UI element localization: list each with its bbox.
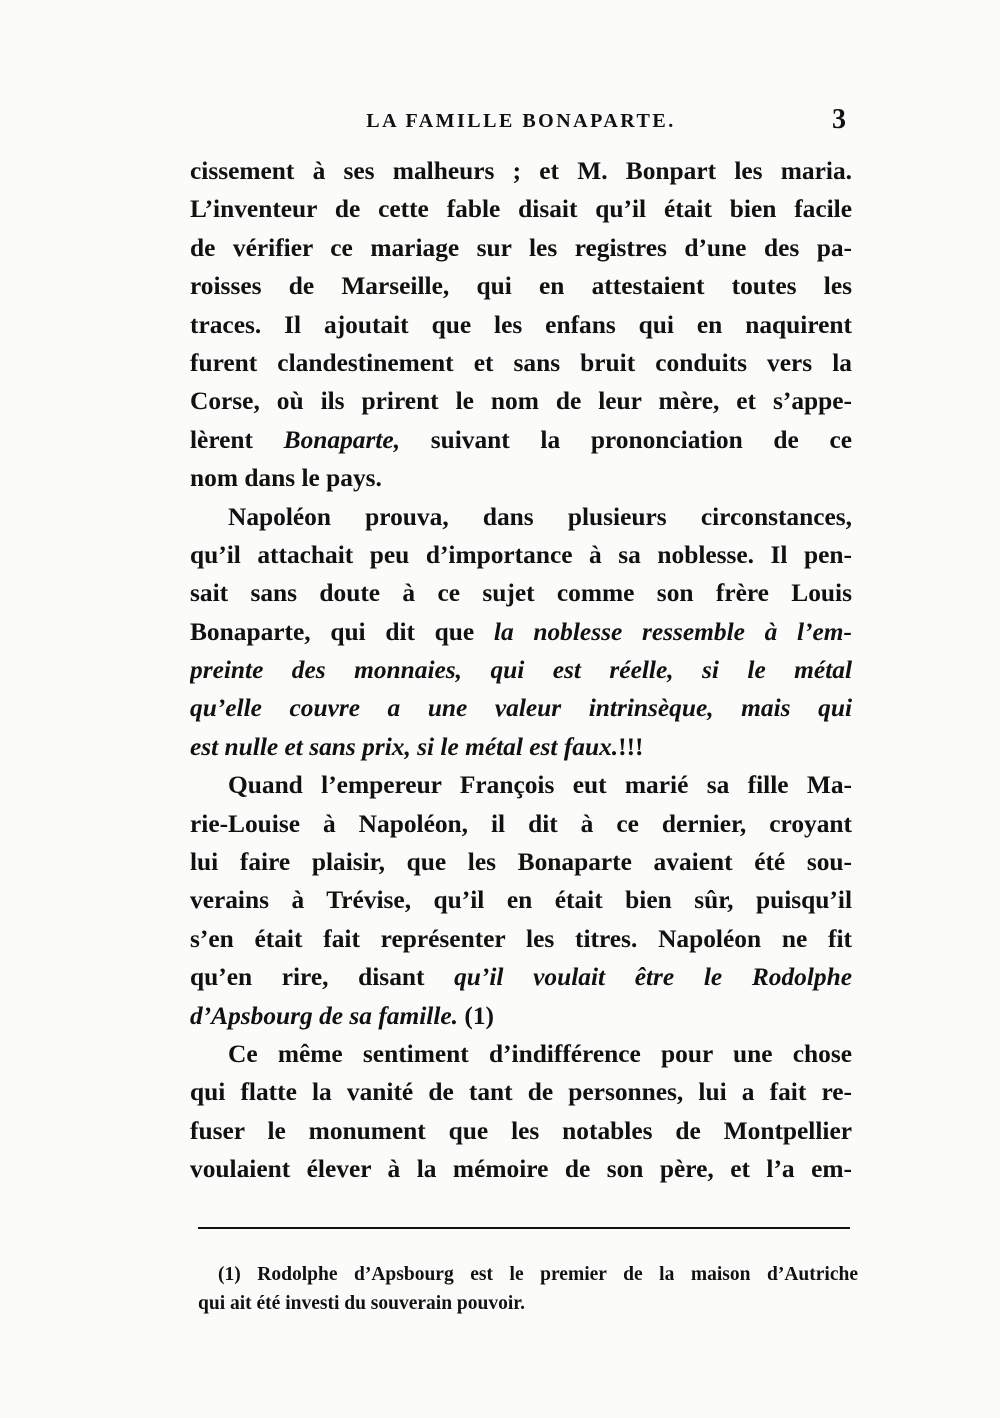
- text-line: [190, 728, 852, 766]
- page-header: [190, 104, 852, 140]
- italic-run: la noblesse ressemble à l’em-: [493, 617, 852, 646]
- text-line: nom dans le pays.: [190, 464, 382, 493]
- text-line: fuser le monument que les notables de Montpellier: [190, 1116, 852, 1145]
- footnote-reference: (1): [458, 1001, 494, 1030]
- text-line: verains à Trévise, qu’il en était bien sûr, puisqu’il: [190, 886, 852, 915]
- text-line: L’inventeur de cette fable disait qu’il était bien facile: [190, 195, 852, 224]
- italic-run: est nulle et sans prix, si le métal est faux.: [190, 732, 619, 761]
- text-line: voulaient élever à la mémoire de son père, et l’a em-: [190, 1155, 852, 1184]
- footnote-line: qui ait été investi du souverain pouvoir.: [198, 1293, 526, 1314]
- text-line: roisses de Marseille, qui en attestaient toutes les: [190, 272, 852, 301]
- text-line: furent clandestinement et sans bruit conduits vers la: [190, 348, 852, 377]
- text-line: Quand l’empereur François eut marié sa fille Ma-: [228, 771, 852, 800]
- text-run: qu’en rire, disant: [190, 963, 455, 992]
- body-text: [190, 152, 852, 1189]
- page-number: 3: [832, 104, 846, 135]
- text-line: Napoléon prouva, dans plusieurs circonstances,: [228, 502, 852, 531]
- text-line: qu’il attachait peu d’importance à sa noblesse. Il pen-: [190, 540, 852, 569]
- text-line: [190, 421, 852, 459]
- running-title: LA FAMILLE BONAPARTE.: [366, 110, 676, 132]
- text-line: de vérifier ce mariage sur les registres d’une des pa-: [190, 233, 852, 262]
- footnote-line: (1) Rodolphe d’Apsbourg est le premier de la maison d’Autriche: [218, 1264, 858, 1285]
- text-run: suivant la prononciation de ce: [400, 425, 852, 454]
- italic-run: Bonaparte,: [283, 425, 401, 454]
- footnote-divider: [198, 1227, 850, 1229]
- text-line: s’en était fait représenter les titres. Napoléon ne fit: [190, 924, 852, 953]
- text-line: Corse, où ils prirent le nom de leur mère, et s’appe-: [190, 387, 852, 416]
- text-line: [190, 997, 852, 1035]
- text-line: preinte des monnaies, qui est réelle, si le métal: [190, 656, 852, 685]
- text-line: qui flatte la vanité de tant de personnes, lui a fait re-: [190, 1078, 852, 1107]
- footnote: [198, 1260, 858, 1318]
- text-line: [190, 958, 852, 996]
- text-line: Ce même sentiment d’indifférence pour une chose: [228, 1039, 852, 1068]
- italic-run: d’Apsbourg de sa famille.: [190, 1001, 459, 1030]
- italic-run: qu’il voulait être le Rodolphe: [454, 963, 852, 992]
- text-line: qu’elle couvre a une valeur intrinsèque, mais qui: [190, 694, 852, 723]
- text-line: sait sans doute à ce sujet comme son frère Louis: [190, 579, 852, 608]
- text-run: !!!: [618, 732, 644, 761]
- text-line: rie-Louise à Napoléon, il dit à ce dernier, croyant: [190, 809, 852, 838]
- text-line: traces. Il ajoutait que les enfans qui en naquirent: [190, 310, 852, 339]
- text-line: [190, 613, 852, 651]
- text-run: Bonaparte, qui dit que: [190, 617, 494, 646]
- text-run: lèrent: [190, 425, 284, 454]
- text-line: cissement à ses malheurs ; et M. Bonpart les maria.: [190, 157, 852, 185]
- text-line: lui faire plaisir, que les Bonaparte avaient été sou-: [190, 848, 852, 877]
